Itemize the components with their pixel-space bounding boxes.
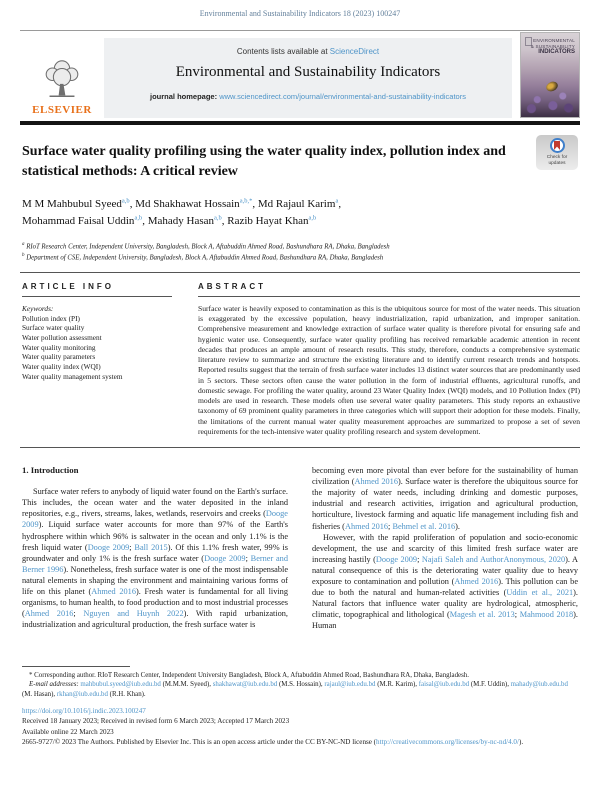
author-separator: , [142, 215, 148, 227]
section-divider-2 [20, 447, 580, 448]
masthead-black-bar [20, 121, 580, 125]
abstract-heading: ABSTRACT [198, 281, 266, 291]
homepage-line [104, 92, 512, 101]
introduction-heading: 1. Introduction [22, 465, 79, 476]
text-run: (M.S. Hossain), [277, 681, 325, 689]
left-column [22, 465, 288, 631]
text-run: ; [245, 553, 251, 563]
text-run: ; [129, 542, 135, 552]
affiliations [22, 241, 578, 264]
text-run: (M.M.M. Syeed), [160, 681, 213, 689]
keyword-item: Water quality index (WQI) [22, 362, 101, 372]
cover-title-line3: INDICATORS [538, 49, 575, 56]
abstract-column [198, 282, 580, 437]
inline-link[interactable]: Behmel et al. 2016 [392, 521, 456, 531]
bookmark-ribbon-icon [554, 141, 560, 150]
inline-link[interactable]: Nguyen and Huynh 2022 [83, 609, 184, 619]
received-dates: Received 18 January 2023; Received in revised form 6 March 2023; Accepted 17 March 2023 [22, 717, 290, 726]
text-run: ). A natural consequence of this is the deteriorating water quality due to heavy exposure to contamination and pollution ( [312, 554, 578, 587]
text-run: (M. Hasan), [22, 690, 57, 698]
copyright-line [22, 737, 578, 747]
author-name: Md Shakhawat Hossain [135, 198, 240, 211]
abstract-text: Surface water is heavily exposed to contamination as this is the ubiquitous source for most of the water needs. This situation is exaggerated by the excessive population, heavy industrialization, rapid urbanization, and improper sanitation. Comprehensive measurement and knowledge extraction of surface water quality is therefore pivotal for ensuring safe and hygienic water use. Consequently, surface water quality profiling has received remarkable academic attention in recent decades that produces an ample amount of research results. This study, therefore, conducts a comprehensive systematic literature review to summarize and structure the existing literature and to identify current research trends and hotspots. Reported results suggest that the terrain of fresh surface water includes 13 distinct water sources that are predominantly used in 5 sectors. These sectors often cause the water pollution in the form of industrial effluents, agricultural runoffs, and domestic sewage. For profiling the water quality, around 23 Water Quality Index (WQI) models, and 10 Pollution Index (PI) models are used in research. These models often use several water quality parameters. This study reports an exhaustive taxonomy of 69 prominent quality parameters in three categories which will support their adoption for these models. Finally, the limitations of the current manual water quality measurement approaches are summarized to propose a set of seven requirements for the tech-intensive water quality profiling research and system development. [198, 303, 580, 436]
inline-link[interactable]: http://creativecommons.org/licenses/by-nc-nd/4.0/ [376, 737, 519, 746]
keyword-item: Water quality management system [22, 371, 123, 381]
text-run: ). [518, 737, 524, 746]
text-run: (M.R. Karim), [375, 681, 419, 689]
keywords-label: Keywords: [22, 303, 54, 313]
cover-title-line2: & SUSTAINABILITY [530, 43, 575, 49]
text-run: (M.F. Uddin), [469, 681, 511, 689]
affiliation-a [22, 241, 578, 252]
text-run: ). Human [312, 610, 578, 631]
text-run: Surface water refers to anybody of liquid water found on the Earth's surface. This includes, the ocean water and the water deposited in the inland repositories, e.g., rivers, streams, lakes, wetlands, reservoirs and creeks ( [22, 487, 288, 519]
keyword-item: Water quality monitoring [22, 342, 96, 352]
check-updates-line1: Check for [546, 155, 568, 160]
footnote [22, 671, 578, 699]
affil-sup: b [22, 253, 25, 259]
author-name: Razib Hayat Khan [227, 215, 309, 227]
body-text-columns [22, 465, 578, 631]
page-footer [22, 666, 578, 747]
corresponding-author-note: * Corresponding author. RIoT Research Center, Independent University Bangladesh, Block A, Aftabuddin Ahmed Road, Bashundhara RA, Dhaka, Bangladesh. [29, 672, 469, 679]
inline-link[interactable]: Mahmood 2018 [519, 610, 574, 620]
author-affil-sup[interactable]: a,b [214, 214, 222, 222]
article-info-column [20, 282, 172, 437]
affil-text: Department of CSE, Independent University, Bangladesh, Block A, Aftabuddin Ahmed Road, Bashundhara RA, Dhaka, Bangladesh [24, 254, 384, 262]
author-affil-sup[interactable]: a,b,* [239, 197, 253, 205]
inline-link[interactable]: Dooge 2009 [87, 542, 130, 552]
inline-link[interactable]: rajaul@iub.edu.bd [324, 681, 376, 689]
article-info-heading: ARTICLE INFO [22, 281, 114, 291]
journal-masthead [20, 38, 580, 118]
text-run: becoming even more pivotal than ever before for the sustainability of human civilization ( [312, 466, 578, 487]
keyword-item: Surface water quality [22, 323, 85, 333]
check-updates-label [547, 155, 568, 167]
author [258, 198, 341, 210]
text-run: ). Nonetheless, fresh surface water is one of the most indispensable natural elements in shaping the environment and maintaining various forms of life on this planet ( [22, 564, 288, 597]
text-run: (R.H. Khan). [107, 690, 146, 698]
author [22, 215, 148, 227]
text-run: ). This pollution can be due to both the natural and human-related activities ( [312, 577, 579, 598]
cover-titles [531, 38, 575, 55]
inline-link[interactable]: mahbubul.syeed@iub.edu.bd [80, 681, 161, 689]
abstract-rule [198, 296, 580, 297]
right-column [312, 465, 578, 631]
available-online: Available online 22 March 2023 [22, 727, 114, 736]
inline-link[interactable]: Ahmed 2016 [24, 609, 74, 619]
author-separator: , [338, 198, 342, 211]
affil-text: RIoT Research Center, Independent University, Bangladesh, Block A, Aftabuddin Ahmed Road, Bashundhara RA, Dhaka, Bangladesh [24, 243, 390, 251]
text-run: ). Surface water is therefore the ubiquitous source for the majority of water needs, including drinking and domestic purposes, industrial and research activities, irrigation and agricultural production, horticulture, livestock farming and aquatic life management including fish and fisheries ( [312, 477, 578, 531]
text-run: ). [455, 521, 460, 531]
publication-meta [22, 706, 578, 747]
author [22, 198, 135, 210]
article-info-rule [22, 296, 172, 297]
author-name: Mahady Hasan [147, 215, 214, 227]
inline-link[interactable]: Ahmed 2016 [344, 521, 389, 531]
text-run: ; [73, 609, 84, 619]
info-abstract-section [20, 282, 580, 437]
homepage-prefix: journal homepage: [150, 92, 220, 101]
journal-cover-thumbnail [520, 32, 580, 118]
masthead-center [104, 38, 512, 118]
text-run: ). Natural factors that influence water quality are hydrological, atmospheric, climatic, topographical and lithological ( [312, 588, 578, 620]
elsevier-wordmark: ELSEVIER [32, 104, 92, 116]
text-run: E-mail addresses: [29, 681, 81, 689]
keyword-item: Pollution index (PI) [22, 313, 80, 323]
paragraph [312, 465, 578, 532]
title-row [22, 142, 578, 182]
check-updates-line2: updates [548, 160, 566, 166]
author-affil-sup[interactable]: a,b [134, 214, 143, 222]
doi-link[interactable]: https://doi.org/10.1016/j.indic.2023.100247 [22, 707, 146, 716]
text-run: However, with the rapid proliferation of population and socio-economic development, the use and scarcity of this limited fresh surface water are increasing hastily ( [312, 532, 578, 564]
inline-link[interactable]: Ahmed 2016 [454, 577, 499, 587]
inline-link[interactable]: shakhawat@iub.edu.bd [212, 681, 278, 689]
text-run: 2665-9727/© 2023 The Authors. Published by Elsevier Inc. This is an open access article under the CC BY-NC-ND license ( [22, 737, 377, 746]
sciencedirect-link[interactable]: ScienceDirect [329, 47, 380, 56]
author [135, 198, 258, 210]
keywords-block [22, 304, 172, 382]
homepage-url-link[interactable]: www.sciencedirect.com/journal/environmental-and-sustainability-indicators [219, 92, 466, 101]
author-name: Mohammad Faisal Uddin [22, 215, 135, 227]
inline-link[interactable]: Ball 2015 [134, 542, 168, 552]
author-separator: , [252, 198, 258, 211]
inline-link[interactable]: Ahmed 2016 [91, 587, 136, 597]
section-divider [20, 272, 580, 273]
inline-link[interactable]: Dooge 2009 [375, 554, 418, 564]
author-name: Md Rajaul Karim [257, 198, 336, 211]
text-run: ). Of this 1.1% fresh water, 99% is groundwater and only 1% is the fresh surface water ( [22, 542, 288, 563]
elsevier-tree-icon [39, 57, 85, 103]
article-title: Surface water quality profiling using the water quality index, pollution index and statistical methods: A critical review [22, 144, 506, 179]
footnote-rule [22, 666, 130, 667]
author-affil-sup[interactable]: a [335, 197, 339, 205]
contents-prefix: Contents lists available at [236, 47, 330, 56]
author-affil-sup[interactable]: a,b [308, 214, 317, 222]
inline-link[interactable]: Dooge 2009 [204, 553, 246, 563]
text-run: ; [417, 554, 422, 564]
author-name: M M Mahbubul Syeed [22, 198, 122, 211]
elsevier-logo [20, 38, 104, 118]
keyword-item: Water quality parameters [22, 352, 96, 362]
inline-link[interactable]: mahady@iub.edu.bd [510, 681, 568, 689]
inline-link[interactable]: faisal@iub.edu.bd [418, 681, 470, 689]
check-for-updates-badge[interactable] [536, 135, 578, 170]
journal-title: Environmental and Sustainability Indicators [175, 64, 441, 80]
paragraph [22, 486, 288, 630]
inline-link[interactable]: Najafi Saleh and AuthorAnonymous, 2020 [421, 554, 566, 564]
author [227, 215, 316, 227]
paragraph [312, 532, 578, 632]
contents-line [104, 47, 512, 56]
affiliation-b [22, 252, 578, 263]
text-run: ; [514, 610, 520, 620]
cover-title-line1: ENVIRONMENTAL [533, 38, 575, 43]
text-run: ). Fresh water is fundamental for all living organisms, to human health, to food production and to most industrial processes ( [22, 587, 288, 619]
inline-link[interactable]: Dooge 2009 [22, 509, 288, 530]
text-run: ). With rapid urbanization, industrialization and agricultural production, the fresh surface water is [22, 609, 288, 630]
author-affil-sup[interactable]: a,b [121, 197, 130, 205]
text-run: ). Liquid surface water accounts for more than 97% of the Earth's hydrosphere within which 96% is saltwater in the ocean and only 1.1% is the fresh liquid water ( [22, 520, 288, 552]
top-divider [20, 30, 580, 31]
email-addresses-line [22, 680, 578, 699]
keyword-item: Water pollution assessment [22, 332, 102, 342]
affil-sup: a [22, 241, 25, 247]
text-run: ; [388, 521, 393, 531]
inline-link[interactable]: Berner and Berner 1996 [22, 553, 288, 574]
inline-link[interactable]: Ahmed 2016 [354, 477, 398, 487]
inline-link[interactable]: rkhan@iub.edu.bd [56, 690, 108, 698]
inline-link[interactable]: Magesh et al. 2013 [449, 610, 515, 620]
author-separator: , [221, 215, 228, 227]
inline-link[interactable]: Uddin et al., 2021 [506, 588, 574, 598]
journal-citation-header: Environmental and Sustainability Indicators 18 (2023) 100247 [199, 9, 401, 18]
author [148, 215, 228, 227]
author-separator: , [129, 198, 136, 211]
check-updates-circle-icon [550, 138, 565, 153]
author-list [22, 197, 394, 230]
